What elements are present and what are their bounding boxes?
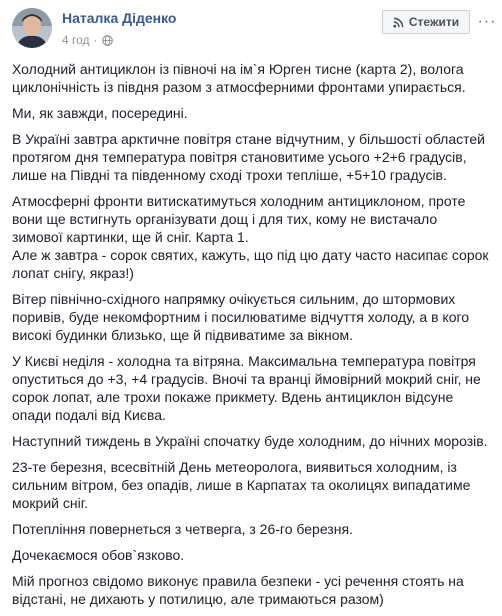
post-paragraph: У Києві неділя - холодна та вітряна. Максимальна температура повітря опуститься до +3, +4 градусів. Вночі та вранці ймовірний мокрий сніг, не сорок лопат, але трохи покаже прикмету. Вдень антициклон відсуне опади подалі від Києва.: [12, 353, 481, 423]
post-paragraph: Вітер північно-східного напрямку очікується сильним, до штормових поривів, буде некомфортним і посилюватиме відчуття холоду, а в кого високі будинки близько, ще й підвиватиме за вікном.: [12, 291, 470, 343]
post-paragraph: Мій прогноз свідомо виконує правила безпеки - усі речення стоять на відстані, не дихають у потилицю, але тримаються разом): [12, 573, 464, 607]
post-paragraph: В Україні завтра арктичне повітря стане відчутним, у більшості областей протягом дня температура повітря становитиме усього +2+6 градусів, лише на Півдні та південному сході трохи тепліше, +5+10 градусів.: [12, 131, 485, 183]
post-paragraph: 23-те березня, всесвітній День метеоролога, виявиться холодним, із сильним вітром, без опадів, лише в Карпатах та околицях випадатиме мокрий сніг.: [12, 459, 471, 511]
post-paragraph: Але ж завтра - сорок святих, кажуть, що під цю дату часто насипає сорок лопат снігу, якраз!): [12, 247, 489, 281]
separator-dot: ·: [93, 33, 98, 47]
author-name[interactable]: Наталка Діденко: [62, 10, 177, 26]
post-paragraph: Холодний антициклон із півночі на ім`я Юрген тисне (карта 2), волога циклонічність із півдня разом з атмосферними фронтами упирається.: [12, 61, 466, 95]
post-paragraph: Наступний тиждень в Україні спочатку буде холодним, до нічних морозів.: [12, 433, 488, 449]
post-paragraph: Атмосферні фронти витискатимуться холодним антициклоном, проте вони ще встигнуть організувати дощ і для тих, кому не вистачало зимової картинки, ще й сніг. Карта 1.: [12, 193, 466, 245]
globe-icon: [102, 35, 113, 46]
avatar-photo: [12, 8, 52, 48]
post-paragraph: Ми, як завжди, посередині.: [12, 105, 188, 121]
follow-button[interactable]: [382, 10, 470, 34]
post-text: [12, 60, 490, 616]
post-time[interactable]: 4 год: [62, 33, 90, 47]
post-meta: [62, 33, 113, 47]
more-options-icon[interactable]: ···: [477, 13, 497, 30]
follow-label: Стежити: [408, 15, 460, 29]
post-header: [0, 0, 502, 60]
post-paragraph: Дочекаємося обов`язково.: [12, 547, 185, 563]
avatar[interactable]: [12, 8, 52, 48]
post-paragraph: Потепління повернеться з четверга, з 26-го березня.: [12, 521, 353, 537]
rss-icon: [393, 17, 404, 28]
